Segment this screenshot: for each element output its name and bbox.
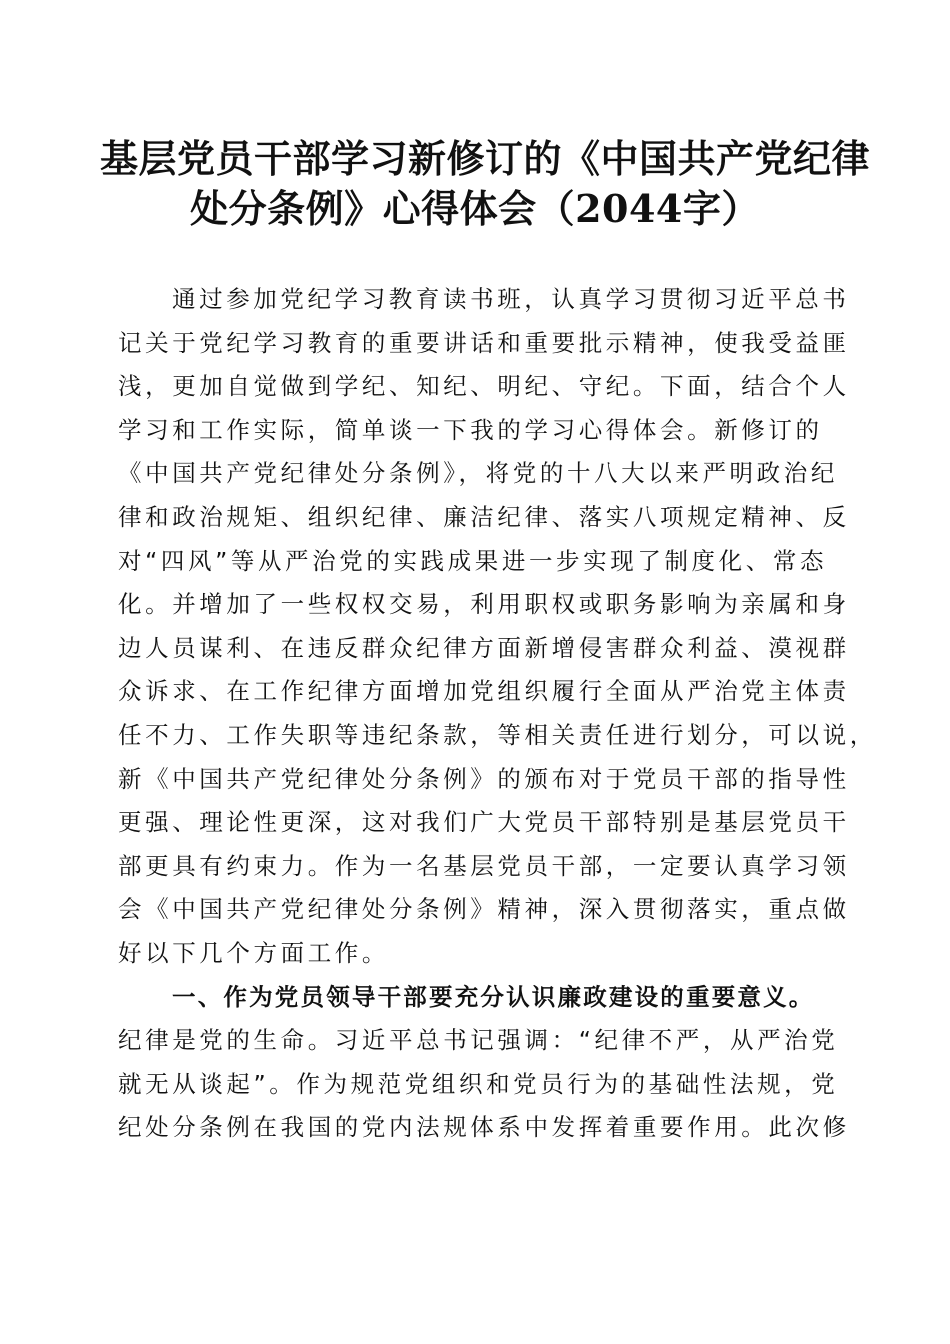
paragraph-line: 通过参加党纪学习教育读书班，认真学习贯彻习近平总书: [172, 285, 850, 313]
paragraph-1: [118, 278, 877, 976]
document-title: [100, 134, 871, 234]
section-line: 纪律是党的生命。习近平总书记强调：“纪律不严，从严治党: [118, 1026, 839, 1055]
paragraph-line: 浅，更加自觉做到学纪、知纪、明纪、守纪。下面，结合个人: [118, 372, 850, 401]
section-heading: 一、作为党员领导干部要充分认识廉政建设的重要意义。: [172, 982, 815, 1011]
section-1: [118, 976, 850, 1150]
paragraph-line: 《中国共产党纪律处分条例》，将党的十八大以来严明政治纪: [118, 459, 838, 488]
paragraph-line: 新《中国共产党纪律处分条例》的颁布对于党员干部的指导性: [118, 764, 850, 793]
title-line-2: 处分条例》心得体会（2044字）: [190, 186, 760, 231]
document-body: [118, 278, 877, 1150]
paragraph-line: 学习和工作实际，简单谈一下我的学习心得体会。新修订的: [118, 415, 823, 444]
paragraph-line: 会《中国共产党纪律处分条例》精神，深入贯彻落实，重点做: [118, 895, 850, 924]
section-line: 纪处分条例在我国的党内法规体系中发挥着重要作用。此次修: [118, 1113, 850, 1142]
paragraph-line: 记关于党纪学习教育的重要讲话和重要批示精神，使我受益匪: [118, 328, 850, 357]
paragraph-line: 部更具有约束力。作为一名基层党员干部，一定要认真学习领: [118, 851, 850, 880]
paragraph-line: 更强、理论性更深，这对我们广大党员干部特别是基层党员干: [118, 808, 850, 837]
paragraph-line: 对“四风”等从严治党的实践成果进一步实现了制度化、常态: [118, 546, 828, 575]
paragraph-line: 律和政治规矩、组织纪律、廉洁纪律、落实八项规定精神、反: [118, 502, 850, 531]
paragraph-line: 化。并增加了一些权权交易，利用职权或职务影响为亲属和身: [118, 590, 850, 619]
paragraph-line: 边人员谋利、在违反群众纪律方面新增侵害群众利益、漠视群: [118, 633, 850, 662]
paragraph-line: 好以下几个方面工作。: [118, 938, 389, 967]
section-line: 就无从谈起”。作为规范党组织和党员行为的基础性法规，党: [118, 1069, 839, 1098]
paragraph-line: 任不力、工作失职等违纪条款，等相关责任进行划分，可以说，: [118, 720, 877, 749]
paragraph-line: 众诉求、在工作纪律方面增加党组织履行全面从严治党主体责: [118, 677, 850, 706]
title-line-1: 基层党员干部学习新修订的《中国共产党纪律: [100, 136, 871, 181]
